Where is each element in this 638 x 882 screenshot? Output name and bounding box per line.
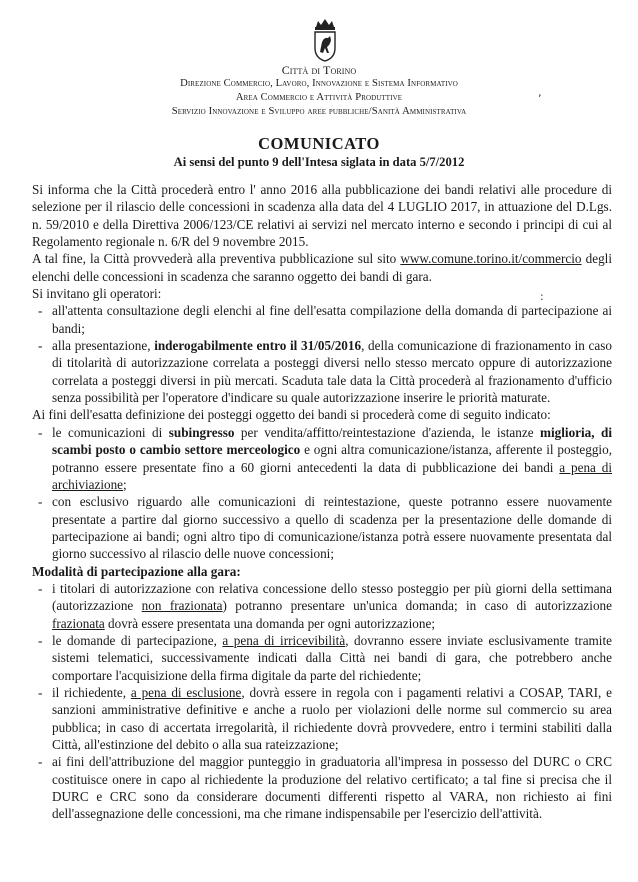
operators-list (32, 302, 612, 406)
scan-mark: : (540, 290, 544, 303)
list-item: - il richiedente, a pena di esclusione, dovrà essere in regola con i pagamenti relativi a COSAP, TARI, e sanzioni amministrative definitive e anche a ruolo per violazioni delle norme sul commercio su area pubblica; in caso di accertata irregolarità, il richiedente dovrà provvedere, entro i termini stabiliti dalla Città, all'estinzione del debito o alla sua rateizzazione; (52, 684, 612, 753)
publication-text-end: degli elenchi delle concessioni in scadenza che saranno oggetto dei bandi di gara. (32, 251, 612, 284)
definition-paragraph: Ai fini dell'esatta definizione dei posteggi oggetto dei bandi si procederà come di seguito indicato: (32, 407, 551, 423)
document-title: COMUNICATO (258, 134, 380, 153)
list-item: - le domande di partecipazione, a pena di irricevibilità, dovranno essere inviate esclusivamente tramite sistemi telematici, successivamente indicati dalla Città nei bandi di gara, che potrebbero anche comportare l'acquisizione della firma digitale da parte del richiedente; (52, 632, 612, 684)
list-item: - i titolari di autorizzazione con relativa concessione dello stesso posteggio per più giorni della settimana (autorizzazione non frazionata) potranno presentare un'unica domanda; in caso di autorizzazione frazionata dovrà essere presentata una domanda per ogni autorizzazione; (52, 580, 612, 632)
participation-list (32, 580, 612, 823)
list-item: - con esclusivo riguardo alle comunicazioni di reintestazione, queste potranno essere nuovamente presentate a partire dal giorno successivo a quello di scadenza per la presentazione delle domande di partecipazione ai bandi; ogni altro tipo di comunicazione/istanza potrà essere nuovamente presentata dal giorno successivo al rilascio delle nuove concessioni; (52, 493, 612, 562)
definition-list (32, 424, 612, 563)
scan-mark: ‚ (538, 86, 542, 99)
publication-text-start: A tal fine, la Città provvederà alla preventiva pubblicazione sul sito (32, 251, 401, 267)
list-item: - ai fini dell'attribuzione del maggior punteggio in graduatoria all'impresa in possesso del DURC o CRC costituisce onere in capo al richiedente la produzione del relativo certificato; a tal fine si precisa che il DURC e CRC sono da considerare documenti differenti rispetto al VARA, non richiesto ai fini dell'assegnazione delle concessioni, ma che rimane indispensabile per l'esercizio dell'attività. (52, 753, 612, 822)
list-item: - alla presentazione, inderogabilmente entro il 31/05/2016, della comunicazione di frazionamento in caso di titolarità di autorizzazione correlata a posteggi diversi nello stesso mercato oppure di autorizzazione correlata a posteggi diversi in più mercati. Scaduta tale data la Città procederà al frazionamento d'ufficio senza possibilità per l'operatore d'indicare su quale autorizzazione inserire le priorità maturate. (52, 337, 612, 406)
section-heading: Modalità di partecipazione alla gara: (32, 563, 241, 579)
header-service: Servizio Innovazione e Sviluppo aree pubbliche/Sanità Amministrativa (171, 106, 467, 117)
header-area: Area Commercio e Attività Produttive (235, 92, 403, 103)
city-coat-of-arms-icon (312, 18, 338, 62)
list-item: - le comunicazioni di subingresso per vendita/affitto/reintestazione d'azienda, le istanze miglioria, di scambi posto o cambio settore merceologico e ogni altra comunicazione/istanza, afferente il posteggio, potranno essere presentate fino a 60 giorni antecedenti la data di pubblicazione dei bandi a pena di archiviazione; (52, 424, 612, 493)
intro-paragraph: Si informa che la Città procederà entro l' anno 2016 alla pubblicazione dei bandi relativi alle procedure di selezione per il rilascio delle concessioni in scadenza alla data del 4 LUGLIO 2017, in attuazione del D.Lgs. n. 59/2010 e della Direttiva 2006/123/CE relativi ai servizi nel mercato interno e secondo i principi di cui al Regolamento regionale n. 6/R del 9 novembre 2015. (32, 182, 612, 250)
website-link[interactable]: www.comune.torino.it/commercio (400, 251, 582, 267)
document-body (32, 181, 612, 823)
list-item: - all'attenta consultazione degli elenchi al fine dell'esatta compilazione della domanda di partecipazione ai bandi; (52, 302, 612, 337)
operators-intro: Si invitano gli operatori: (32, 286, 162, 302)
publication-paragraph (32, 250, 612, 285)
header-city: Città di Torino (281, 63, 357, 77)
document-subtitle: Ai sensi del punto 9 dell'Intesa siglata in data 5/7/2012 (173, 155, 465, 169)
deadline-text: inderogabilmente entro il 31/05/2016 (154, 338, 362, 354)
header-direction: Direzione Commercio, Lavoro, Innovazione e Sistema Informativo (180, 78, 458, 89)
